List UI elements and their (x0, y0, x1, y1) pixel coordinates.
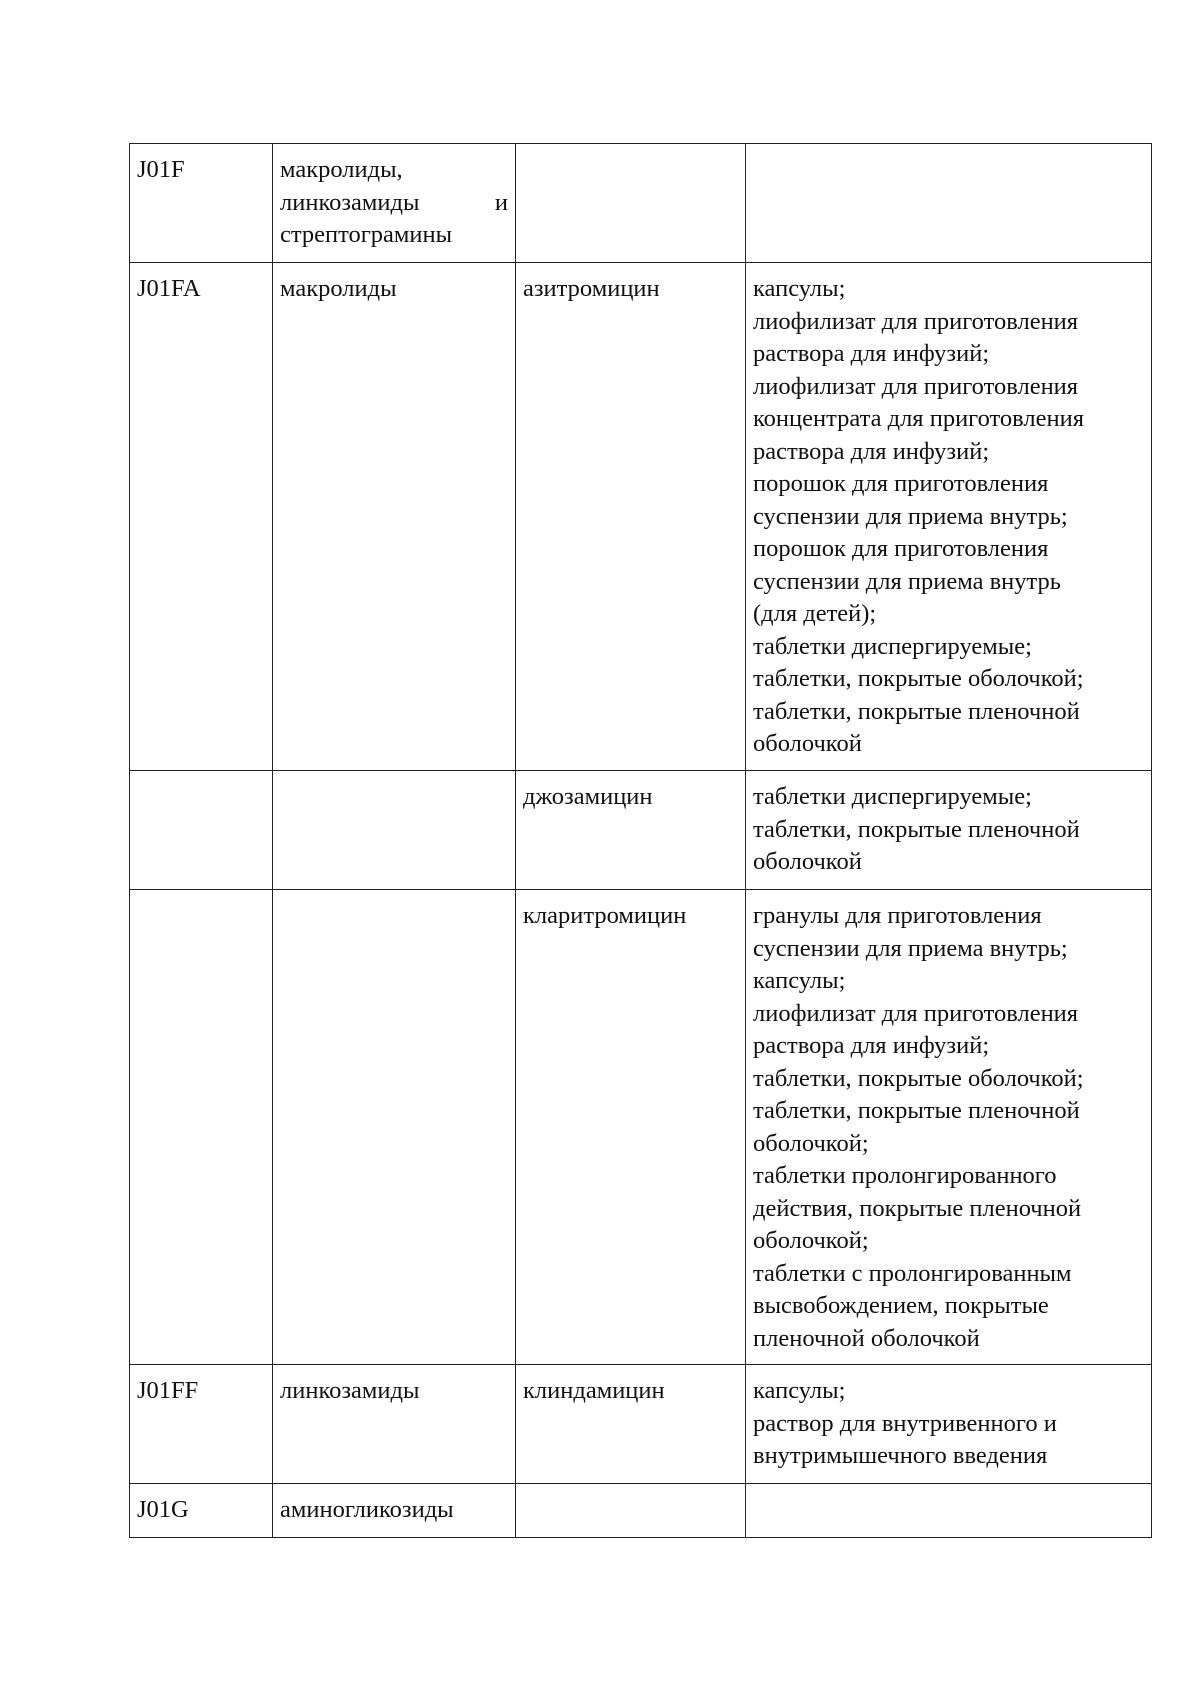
table-row (130, 1365, 1152, 1484)
dosage-form-line: концентрата для приготовления (753, 405, 1085, 432)
atc-code-cell: J01F (130, 144, 273, 263)
dosage-form-line: суспензии для приема внутрь (753, 567, 1061, 595)
atc-code-cell (130, 890, 273, 1365)
dosage-form-line: порошок для приготовления (753, 470, 1049, 497)
table-row (130, 890, 1152, 1365)
table-row (130, 144, 1152, 263)
dosage-form-line: действия, покрытые пленочной (753, 1194, 1082, 1222)
dosage-form-line: таблетки пролонгированного (753, 1162, 1057, 1189)
dosage-forms-cell (746, 144, 1152, 263)
dosage-form-line: таблетки, покрытые оболочкой; (753, 665, 1084, 692)
dosage-form-line: лиофилизат для приготовления (753, 307, 1079, 335)
dosage-form-line: оболочкой; (753, 1129, 869, 1157)
dosage-form-line: капсулы; (753, 275, 846, 302)
dosage-form-line: гранулы для приготовления (753, 902, 1042, 929)
pharmacological-group-cell: аминогликозиды (273, 1484, 516, 1538)
table-row (130, 263, 1152, 771)
dosage-form-line: пленочной оболочкой (753, 1324, 980, 1352)
drug-name-cell (516, 1484, 746, 1538)
dosage-form-line: капсулы; (753, 1377, 846, 1404)
dosage-forms-cell (746, 1365, 1152, 1484)
pharmacological-group-cell (273, 890, 516, 1365)
dosage-forms-cell (746, 771, 1152, 890)
dosage-forms-cell (746, 263, 1152, 771)
pharmacological-group-cell: макролиды, линкозамиды и стрептограмины (273, 144, 516, 263)
dosage-form-line: таблетки, покрытые пленочной (753, 1097, 1080, 1124)
drug-name-cell: джозамицин (516, 771, 746, 890)
dosage-form-line: таблетки диспергируемые; (753, 632, 1032, 660)
dosage-form-line: порошок для приготовления (753, 535, 1049, 562)
pharmacological-group-cell: макролиды (273, 263, 516, 771)
dosage-form-line: капсулы; (753, 967, 846, 994)
dosage-form-line: внутримышечного введения (753, 1442, 1048, 1469)
drug-name-cell: кларитромицин (516, 890, 746, 1365)
atc-code-cell (130, 771, 273, 890)
table-row (130, 771, 1152, 890)
dosage-form-line: суспензии для приема внутрь; (753, 502, 1068, 530)
drug-name-cell (516, 144, 746, 263)
atc-code-cell: J01G (130, 1484, 273, 1538)
dosage-form-line: таблетки диспергируемые; (753, 783, 1032, 810)
pharmacological-group-cell: линкозамиды (273, 1365, 516, 1484)
dosage-form-line: суспензии для приема внутрь; (753, 934, 1068, 962)
dosage-form-line: лиофилизат для приготовления (753, 999, 1079, 1027)
dosage-form-line: раствора для инфузий; (753, 1032, 990, 1059)
dosage-form-line: раствора для инфузий; (753, 437, 990, 465)
dosage-form-line: оболочкой (753, 848, 862, 875)
dosage-form-line: (для детей); (753, 600, 877, 627)
drug-name-cell: клиндамицин (516, 1365, 746, 1484)
dosage-form-line: раствора для инфузий; (753, 340, 990, 367)
dosage-form-line: таблетки с пролонгированным (753, 1259, 1072, 1287)
drug-classification-table (129, 143, 1152, 1538)
atc-code-cell: J01FF (130, 1365, 273, 1484)
dosage-form-line: таблетки, покрытые пленочной (753, 697, 1080, 725)
dosage-form-line: таблетки, покрытые оболочкой; (753, 1064, 1084, 1092)
dosage-form-line: таблетки, покрытые пленочной (753, 815, 1080, 843)
dosage-form-line: оболочкой (753, 730, 862, 757)
dosage-form-line: раствор для внутривенного и (753, 1409, 1057, 1437)
dosage-forms-cell (746, 890, 1152, 1365)
table-row (130, 1484, 1152, 1538)
dosage-form-line: высвобождением, покрытые (753, 1292, 1049, 1319)
dosage-form-line: оболочкой; (753, 1227, 869, 1254)
atc-code-cell: J01FA (130, 263, 273, 771)
dosage-form-line: лиофилизат для приготовления (753, 372, 1079, 400)
dosage-forms-cell (746, 1484, 1152, 1538)
drug-name-cell: азитромицин (516, 263, 746, 771)
pharmacological-group-cell (273, 771, 516, 890)
